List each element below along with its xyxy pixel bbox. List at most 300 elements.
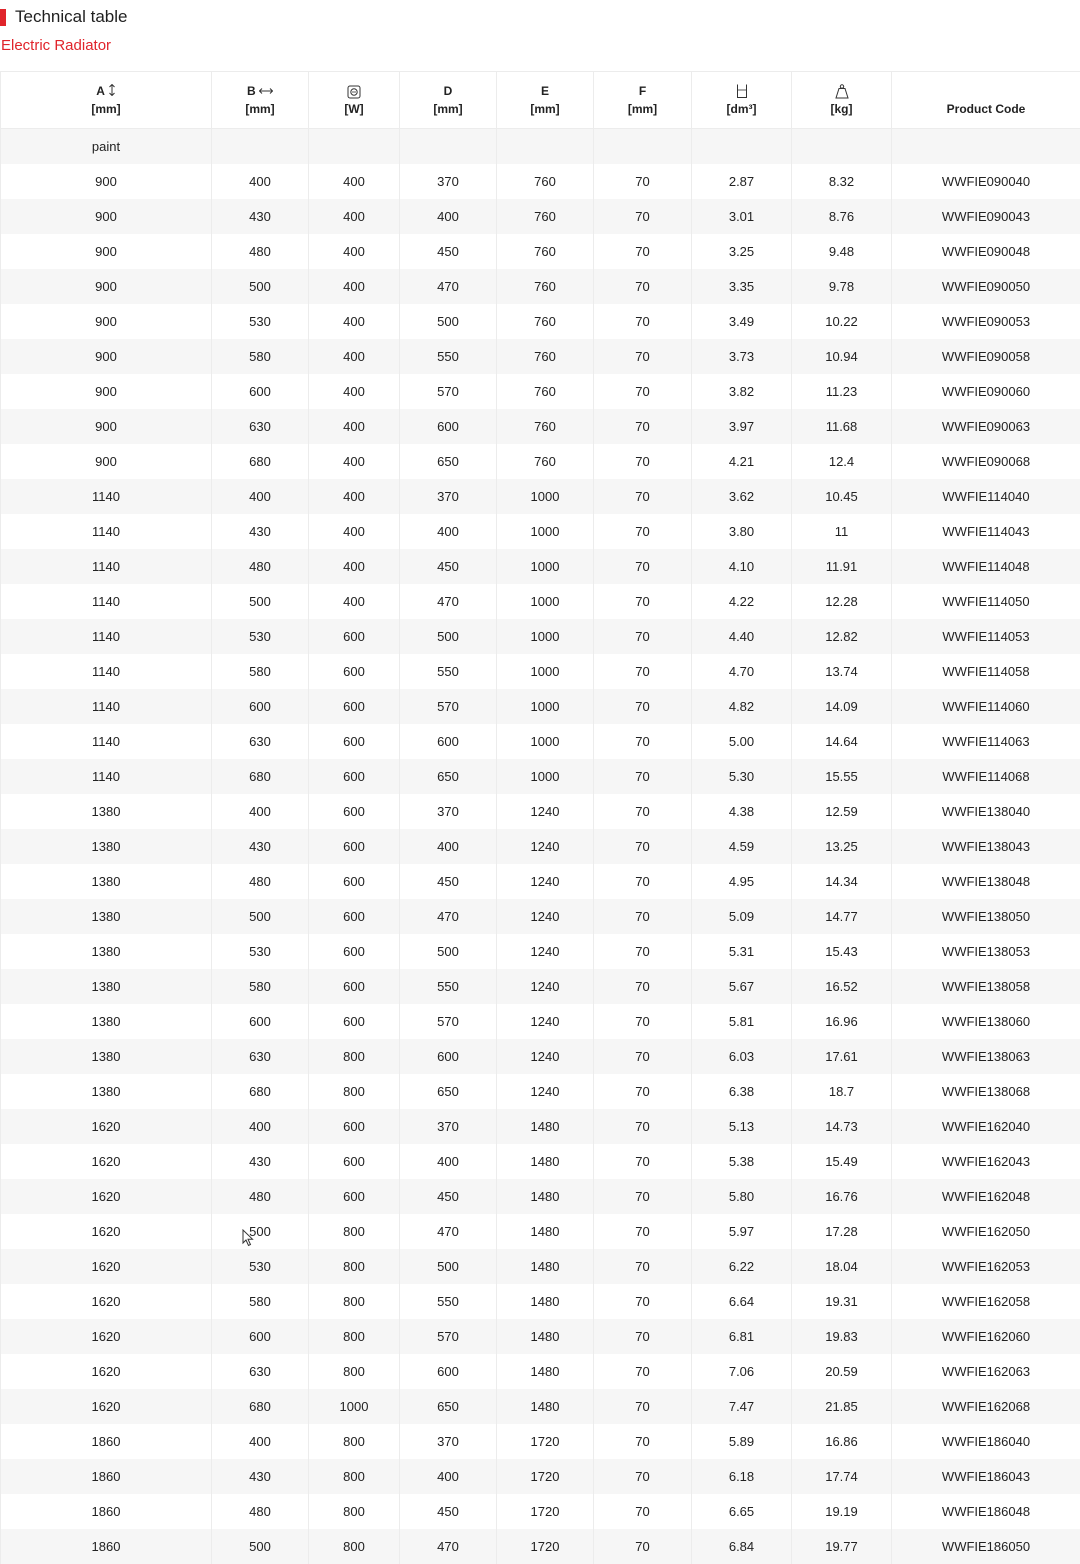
cell-f: 70 [594,759,692,794]
table-row [1,864,1080,899]
cell-d: 570 [400,374,497,409]
table-header-row [1,72,1080,129]
cell-d: 600 [400,1354,497,1389]
cell-f: 70 [594,234,692,269]
table-row [1,479,1080,514]
cell-b: 530 [212,304,309,339]
cell-d: 400 [400,199,497,234]
cell-w: 400 [309,549,400,584]
cell-product-code: WWFIE162048 [892,1179,1080,1214]
column-a-unit: [mm] [91,102,120,116]
cell-w: 800 [309,1039,400,1074]
column-f-name: F [639,84,646,98]
cell-product-code: WWFIE090068 [892,444,1080,479]
cell-a: 1620 [1,1144,212,1179]
cell-f: 70 [594,1144,692,1179]
cell-product-code: WWFIE162063 [892,1354,1080,1389]
cell-weight: 14.34 [792,864,892,899]
section-title: Technical table [15,7,127,27]
mouse-cursor-icon [242,1229,256,1247]
cell-product-code: WWFIE162053 [892,1249,1080,1284]
cell-weight: 18.04 [792,1249,892,1284]
column-header-d [400,72,497,129]
cell-volume: 4.40 [692,619,792,654]
cell-b: 430 [212,514,309,549]
cell-product-code: WWFIE186043 [892,1459,1080,1494]
title-wrap [0,6,127,28]
cell-w: 800 [309,1459,400,1494]
cell-weight: 10.45 [792,479,892,514]
cell-product-code: WWFIE138063 [892,1039,1080,1074]
cell-e: 1480 [497,1354,594,1389]
cell-b: 530 [212,619,309,654]
cell-weight: 11.23 [792,374,892,409]
cell-f: 70 [594,1214,692,1249]
cell-e: 1000 [497,584,594,619]
table-row [1,899,1080,934]
cell-b: 430 [212,199,309,234]
cell-e: 1480 [497,1284,594,1319]
cell-e: 760 [497,374,594,409]
table-row [1,829,1080,864]
cell-b: 680 [212,1074,309,1109]
cell-e: 1240 [497,934,594,969]
column-header-volume [692,72,792,129]
cell-f: 70 [594,1284,692,1319]
cell-weight: 16.96 [792,1004,892,1039]
cell-d: 600 [400,724,497,759]
cell-b: 680 [212,444,309,479]
table-row [1,409,1080,444]
cell-b: 580 [212,654,309,689]
cell-a: 900 [1,444,212,479]
column-header-e [497,72,594,129]
table-row [1,1529,1080,1564]
cell-weight: 14.09 [792,689,892,724]
cell-volume: 6.81 [692,1319,792,1354]
cell-e: 1240 [497,969,594,1004]
cell-f: 70 [594,969,692,1004]
cell-volume: 6.84 [692,1529,792,1564]
cell-w: 400 [309,304,400,339]
cell-f: 70 [594,1424,692,1459]
cell-a: 900 [1,269,212,304]
cell-a: 1380 [1,934,212,969]
cell-volume: 3.49 [692,304,792,339]
cell-d: 570 [400,1319,497,1354]
cell-w: 600 [309,1109,400,1144]
cell-w: 600 [309,1179,400,1214]
power-icon [347,85,361,99]
cell-weight: 12.4 [792,444,892,479]
cell-d: 550 [400,969,497,1004]
table-row [1,374,1080,409]
section-subtitle: Electric Radiator [1,37,111,54]
cell-volume: 5.81 [692,1004,792,1039]
cell-d: 470 [400,1214,497,1249]
cell-a: 900 [1,164,212,199]
volume-icon [736,84,748,99]
table-row [1,1249,1080,1284]
column-f-unit: [mm] [628,102,657,116]
cell-f: 70 [594,269,692,304]
cell-f: 70 [594,584,692,619]
cell-weight: 14.73 [792,1109,892,1144]
cell-product-code: WWFIE090060 [892,374,1080,409]
column-e-unit: [mm] [530,102,559,116]
cell-e: 760 [497,199,594,234]
cell-f: 70 [594,444,692,479]
cell-w: 800 [309,1284,400,1319]
cell-product-code: WWFIE162040 [892,1109,1080,1144]
cell-product-code: WWFIE162060 [892,1319,1080,1354]
column-d-unit: [mm] [433,102,462,116]
table-row [1,1004,1080,1039]
cell-a: 1380 [1,1004,212,1039]
cell-volume: 3.97 [692,409,792,444]
cell-w: 400 [309,409,400,444]
table-row [1,1144,1080,1179]
cell-a: 1620 [1,1319,212,1354]
cell-volume: 6.65 [692,1494,792,1529]
cell-b: 630 [212,1039,309,1074]
cell-d: 650 [400,444,497,479]
cell-weight: 14.64 [792,724,892,759]
cell-d: 600 [400,409,497,444]
cell-weight: 16.76 [792,1179,892,1214]
table-row [1,724,1080,759]
cell-volume: 3.62 [692,479,792,514]
cell-weight: 8.32 [792,164,892,199]
table-row [1,654,1080,689]
cell-volume: 5.38 [692,1144,792,1179]
cell-volume: 4.10 [692,549,792,584]
cell-product-code: WWFIE162058 [892,1284,1080,1319]
cell-e: 1720 [497,1494,594,1529]
cell-product-code: WWFIE186048 [892,1494,1080,1529]
table-body [1,129,1080,1564]
cell-b: 600 [212,1319,309,1354]
cell-d: 650 [400,1389,497,1424]
table-row [1,234,1080,269]
cell-e: 1480 [497,1389,594,1424]
cell-volume: 2.87 [692,164,792,199]
cell-weight: 17.61 [792,1039,892,1074]
cell-product-code: WWFIE114063 [892,724,1080,759]
cell-volume: 5.00 [692,724,792,759]
cell-e: 1240 [497,829,594,864]
cell-f: 70 [594,339,692,374]
cell-e: 760 [497,339,594,374]
cell-w: 600 [309,899,400,934]
cell-a: 900 [1,409,212,444]
cell-product-code: WWFIE114040 [892,479,1080,514]
cell-d: 550 [400,654,497,689]
cell-b: 630 [212,1354,309,1389]
cell-b: 500 [212,899,309,934]
table-row [1,1424,1080,1459]
cell-f: 70 [594,304,692,339]
cell-e: 1000 [497,689,594,724]
cell-weight: 16.52 [792,969,892,1004]
cell-e: 760 [497,444,594,479]
cell-f: 70 [594,1529,692,1564]
column-a-name: A [96,84,104,98]
cell-product-code: WWFIE114043 [892,514,1080,549]
cell-e: 1720 [497,1529,594,1564]
cell-f: 70 [594,374,692,409]
cell-weight: 12.82 [792,619,892,654]
cell-volume: 5.67 [692,969,792,1004]
cell-volume: 5.31 [692,934,792,969]
cell-weight: 15.43 [792,934,892,969]
cell-w: 800 [309,1074,400,1109]
cell-weight: 11 [792,514,892,549]
cell-f: 70 [594,199,692,234]
cell-volume: 3.25 [692,234,792,269]
cell-a: 1140 [1,724,212,759]
cell-f: 70 [594,934,692,969]
cell-a: 1620 [1,1214,212,1249]
cell-weight: 13.74 [792,654,892,689]
cell-product-code: WWFIE138050 [892,899,1080,934]
cell-product-code: WWFIE138060 [892,1004,1080,1039]
cell-product-code: WWFIE162043 [892,1144,1080,1179]
cell-e: 760 [497,304,594,339]
cell-d: 450 [400,549,497,584]
cell-weight: 15.49 [792,1144,892,1179]
cell-w: 600 [309,1144,400,1179]
cell-volume: 4.70 [692,654,792,689]
cell-product-code: WWFIE114050 [892,584,1080,619]
cell-weight: 10.22 [792,304,892,339]
cell-d: 400 [400,829,497,864]
cell-d: 500 [400,619,497,654]
cell-w: 400 [309,234,400,269]
cell-w: 600 [309,654,400,689]
cell-volume: 5.13 [692,1109,792,1144]
cell-d: 570 [400,689,497,724]
cell-d: 470 [400,899,497,934]
cell-e: 1480 [497,1249,594,1284]
cell-b: 500 [212,1214,309,1249]
table-row [1,269,1080,304]
cell-b: 500 [212,1529,309,1564]
column-header-w [309,72,400,129]
cell-w: 800 [309,1354,400,1389]
cell-volume: 3.73 [692,339,792,374]
cell-weight: 19.83 [792,1319,892,1354]
cell-a: 1380 [1,1039,212,1074]
cell-product-code: WWFIE138048 [892,864,1080,899]
table-row [1,1109,1080,1144]
table-row [1,969,1080,1004]
cell-a: 1380 [1,1074,212,1109]
cell-b: 680 [212,759,309,794]
cell-f: 70 [594,1109,692,1144]
cell-w: 600 [309,934,400,969]
cell-d: 450 [400,1179,497,1214]
cell-weight: 11.91 [792,549,892,584]
technical-table [0,71,1080,1564]
table-row [1,619,1080,654]
cell-w: 600 [309,619,400,654]
cell-b: 480 [212,549,309,584]
cell-b: 400 [212,1109,309,1144]
cell-w: 400 [309,514,400,549]
cell-a: 1620 [1,1179,212,1214]
cell-weight: 20.59 [792,1354,892,1389]
cell-volume: 4.59 [692,829,792,864]
cell-volume: 4.95 [692,864,792,899]
cell-b: 600 [212,689,309,724]
cell-d: 500 [400,304,497,339]
cell-weight: 12.28 [792,584,892,619]
table-row [1,1284,1080,1319]
cell-w: 600 [309,829,400,864]
table-row [1,199,1080,234]
cell-w: 800 [309,1494,400,1529]
cell-product-code: WWFIE090058 [892,339,1080,374]
cell-volume: 7.47 [692,1389,792,1424]
cell-e: 1720 [497,1424,594,1459]
table-row [1,1494,1080,1529]
cell-weight: 13.25 [792,829,892,864]
cell-product-code: WWFIE138068 [892,1074,1080,1109]
cell-a: 1140 [1,514,212,549]
cell-weight: 15.55 [792,759,892,794]
cell-a: 1140 [1,759,212,794]
cell-product-code: WWFIE114058 [892,654,1080,689]
column-e-name: E [541,84,549,98]
cell-w: 400 [309,199,400,234]
cell-f: 70 [594,724,692,759]
column-w-unit: [W] [344,102,363,116]
cell-w: 600 [309,689,400,724]
cell-product-code: WWFIE114060 [892,689,1080,724]
cell-a: 1140 [1,689,212,724]
cell-b: 480 [212,1179,309,1214]
cell-a: 1140 [1,479,212,514]
cell-weight: 18.7 [792,1074,892,1109]
cell-d: 450 [400,1494,497,1529]
column-volume-unit: [dm³] [727,102,757,116]
cell-d: 400 [400,1459,497,1494]
cell-w: 600 [309,759,400,794]
cell-e: 1240 [497,864,594,899]
cell-b: 630 [212,409,309,444]
cell-product-code: WWFIE114048 [892,549,1080,584]
cell-f: 70 [594,1004,692,1039]
cell-b: 530 [212,934,309,969]
cell-weight: 21.85 [792,1389,892,1424]
cell-w: 600 [309,724,400,759]
table-row [1,1389,1080,1424]
cell-d: 650 [400,1074,497,1109]
cell-d: 370 [400,1109,497,1144]
cell-volume: 6.18 [692,1459,792,1494]
cell-d: 400 [400,514,497,549]
cell-weight: 14.77 [792,899,892,934]
cell-product-code: WWFIE162068 [892,1389,1080,1424]
cell-w: 400 [309,584,400,619]
cell-e: 760 [497,234,594,269]
cell-e: 1480 [497,1214,594,1249]
cell-e: 1720 [497,1459,594,1494]
cell-weight: 19.31 [792,1284,892,1319]
cell-d: 500 [400,1249,497,1284]
cell-a: 1140 [1,549,212,584]
cell-product-code: WWFIE090043 [892,199,1080,234]
cell-f: 70 [594,1319,692,1354]
cell-f: 70 [594,164,692,199]
cell-volume: 6.03 [692,1039,792,1074]
cell-a: 1620 [1,1109,212,1144]
cell-f: 70 [594,1039,692,1074]
cell-weight: 17.28 [792,1214,892,1249]
cell-w: 400 [309,339,400,374]
table-row [1,164,1080,199]
vertical-arrow-icon [108,84,116,96]
cell-b: 600 [212,374,309,409]
cell-volume: 4.82 [692,689,792,724]
cell-f: 70 [594,899,692,934]
cell-b: 430 [212,829,309,864]
cell-b: 400 [212,164,309,199]
cell-f: 70 [594,619,692,654]
table-row [1,689,1080,724]
cell-f: 70 [594,479,692,514]
cell-volume: 3.80 [692,514,792,549]
column-header-weight [792,72,892,129]
cell-volume: 4.38 [692,794,792,829]
cell-a: 1380 [1,969,212,1004]
cell-b: 680 [212,1389,309,1424]
table-row [1,1214,1080,1249]
column-weight-unit: [kg] [831,102,853,116]
cell-a: 1860 [1,1494,212,1529]
cell-w: 400 [309,164,400,199]
column-b-name: B [247,84,256,98]
table-row [1,1039,1080,1074]
table-row [1,584,1080,619]
cell-e: 1000 [497,549,594,584]
cell-d: 370 [400,1424,497,1459]
cell-d: 550 [400,339,497,374]
cell-product-code: WWFIE090048 [892,234,1080,269]
cell-volume: 4.22 [692,584,792,619]
cell-a: 1620 [1,1249,212,1284]
cell-f: 70 [594,1179,692,1214]
column-header-product-code [892,72,1080,129]
cell-b: 580 [212,969,309,1004]
cell-a: 1620 [1,1284,212,1319]
cell-b: 480 [212,864,309,899]
cell-weight: 12.59 [792,794,892,829]
cell-w: 400 [309,374,400,409]
cell-product-code: WWFIE186040 [892,1424,1080,1459]
paint-row [1,129,1080,164]
cell-f: 70 [594,1354,692,1389]
cell-volume: 5.97 [692,1214,792,1249]
cell-b: 480 [212,234,309,269]
cell-e: 1480 [497,1319,594,1354]
cell-e: 1000 [497,759,594,794]
cell-product-code: WWFIE090040 [892,164,1080,199]
cell-a: 1380 [1,794,212,829]
cell-f: 70 [594,409,692,444]
cell-a: 1380 [1,829,212,864]
